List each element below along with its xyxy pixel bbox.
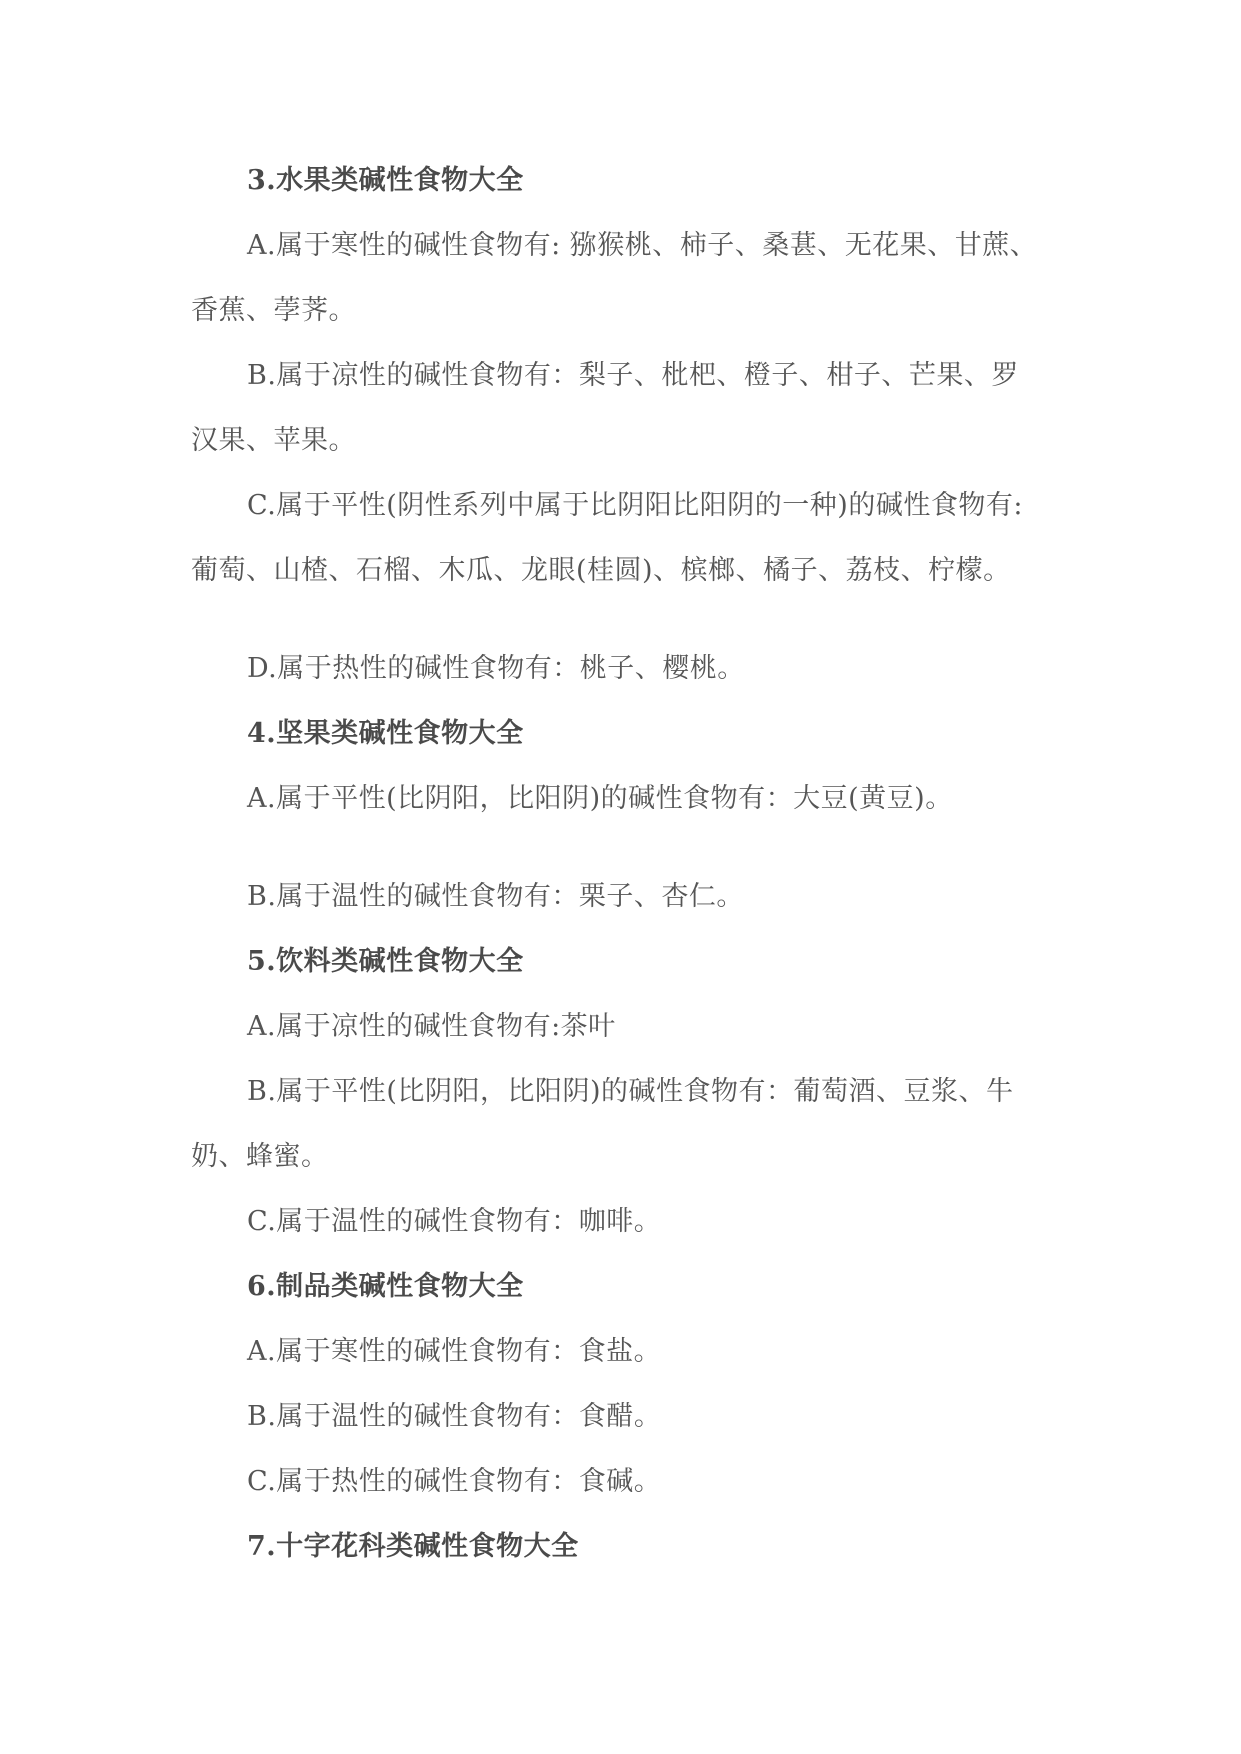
section-5-item-c: C.属于温性的碱性食物有：咖啡。: [247, 1206, 662, 1237]
section-3-item-b-line-2: 汉果、苹果。: [191, 425, 356, 456]
section-4-item-b: B.属于温性的碱性食物有：栗子、杏仁。: [247, 881, 744, 912]
section-3-item-d: D.属于热性的碱性食物有：桃子、樱桃。: [247, 653, 745, 684]
section-4-item-a: A.属于平性(比阴阳，比阳阴)的碱性食物有：大豆(黄豆)。: [247, 783, 953, 814]
section-4-heading: 4.坚果类碱性食物大全: [247, 718, 524, 749]
section-5-item-a: A.属于凉性的碱性食物有:茶叶: [247, 1011, 616, 1042]
section-3-item-a-line-2: 香蕉、荸荠。: [191, 295, 356, 326]
section-6-item-b: B.属于温性的碱性食物有：食醋。: [247, 1401, 662, 1432]
section-3-heading: 3.水果类碱性食物大全: [247, 165, 524, 196]
section-3-item-a-line-1: A.属于寒性的碱性食物有: 猕猴桃、柿子、桑葚、无花果、甘蔗、: [247, 230, 1038, 261]
section-3-item-c-line-2: 葡萄、山楂、石榴、木瓜、龙眼(桂圆)、槟榔、橘子、荔枝、柠檬。: [191, 555, 1011, 586]
section-7-heading: 7.十字花科类碱性食物大全: [247, 1531, 579, 1562]
section-6-item-a: A.属于寒性的碱性食物有：食盐。: [247, 1336, 662, 1367]
section-5-item-b-line-2: 奶、蜂蜜。: [191, 1141, 329, 1172]
section-5-heading: 5.饮料类碱性食物大全: [247, 946, 524, 977]
section-6-item-c: C.属于热性的碱性食物有：食碱。: [247, 1466, 662, 1497]
section-3-item-c-line-1: C.属于平性(阴性系列中属于比阴阳比阳阴的一种)的碱性食物有:: [247, 490, 1023, 521]
section-3-item-b-line-1: B.属于凉性的碱性食物有：梨子、枇杷、橙子、柑子、芒果、罗: [247, 360, 1019, 391]
section-6-heading: 6.制品类碱性食物大全: [247, 1271, 524, 1302]
section-5-item-b-line-1: B.属于平性(比阴阳，比阳阴)的碱性食物有：葡萄酒、豆浆、牛: [247, 1076, 1014, 1107]
